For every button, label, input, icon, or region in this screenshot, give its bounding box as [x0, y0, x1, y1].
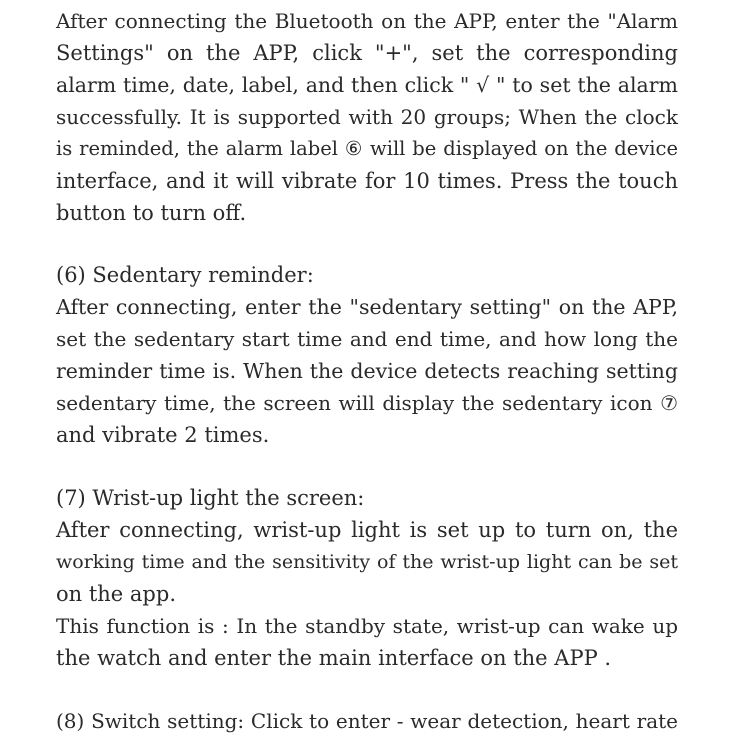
switch-section — [56, 705, 678, 737]
paragraph-line: and vibrate 2 times. — [56, 423, 270, 447]
paragraph-line: set the sedentary start time and end time, and how long the — [56, 327, 678, 351]
paragraph-line: reminder time is. When the device detects reaching setting — [56, 359, 678, 383]
section-heading: (6) Sedentary reminder: — [56, 263, 314, 287]
paragraph-line: After connecting, wrist-up light is set up to turn on, the — [56, 518, 678, 542]
paragraph-line: successfully. It is supported with 20 groups; When the clock — [56, 105, 678, 129]
wrist-section — [56, 482, 678, 674]
paragraph-line: working time and the sensitivity of the wrist-up light can be set — [56, 551, 678, 573]
paragraph-line: This function is : In the standby state, wrist-up can wake up — [56, 614, 678, 638]
paragraph-line: the watch and enter the main interface on the APP . — [56, 646, 612, 670]
paragraph-line: After connecting, enter the "sedentary setting" on the APP, — [56, 295, 678, 319]
paragraph-line: Settings" on the APP, click "+", set the corresponding — [56, 41, 678, 65]
paragraph-line: After connecting the Bluetooth on the APP, enter the "Alarm — [56, 9, 678, 33]
paragraph-line: button to turn off. — [56, 201, 247, 225]
paragraph-line: alarm time, date, label, and then click " √ " to set the alarm — [56, 73, 678, 97]
section-heading: (8) Switch setting: Click to enter - wear detection, heart rate — [56, 709, 678, 733]
alarm-paragraph — [56, 5, 678, 229]
paragraph-line: interface, and it will vibrate for 10 times. Press the touch — [56, 169, 678, 193]
paragraph-line: on the app. — [56, 582, 176, 606]
sedentary-section — [56, 259, 678, 451]
paragraph-line: is reminded, the alarm label ⑥ will be displayed on the device — [56, 137, 678, 160]
paragraph-line: sedentary time, the screen will display the sedentary icon ⑦ — [56, 391, 678, 415]
section-heading: (7) Wrist-up light the screen: — [56, 486, 365, 510]
